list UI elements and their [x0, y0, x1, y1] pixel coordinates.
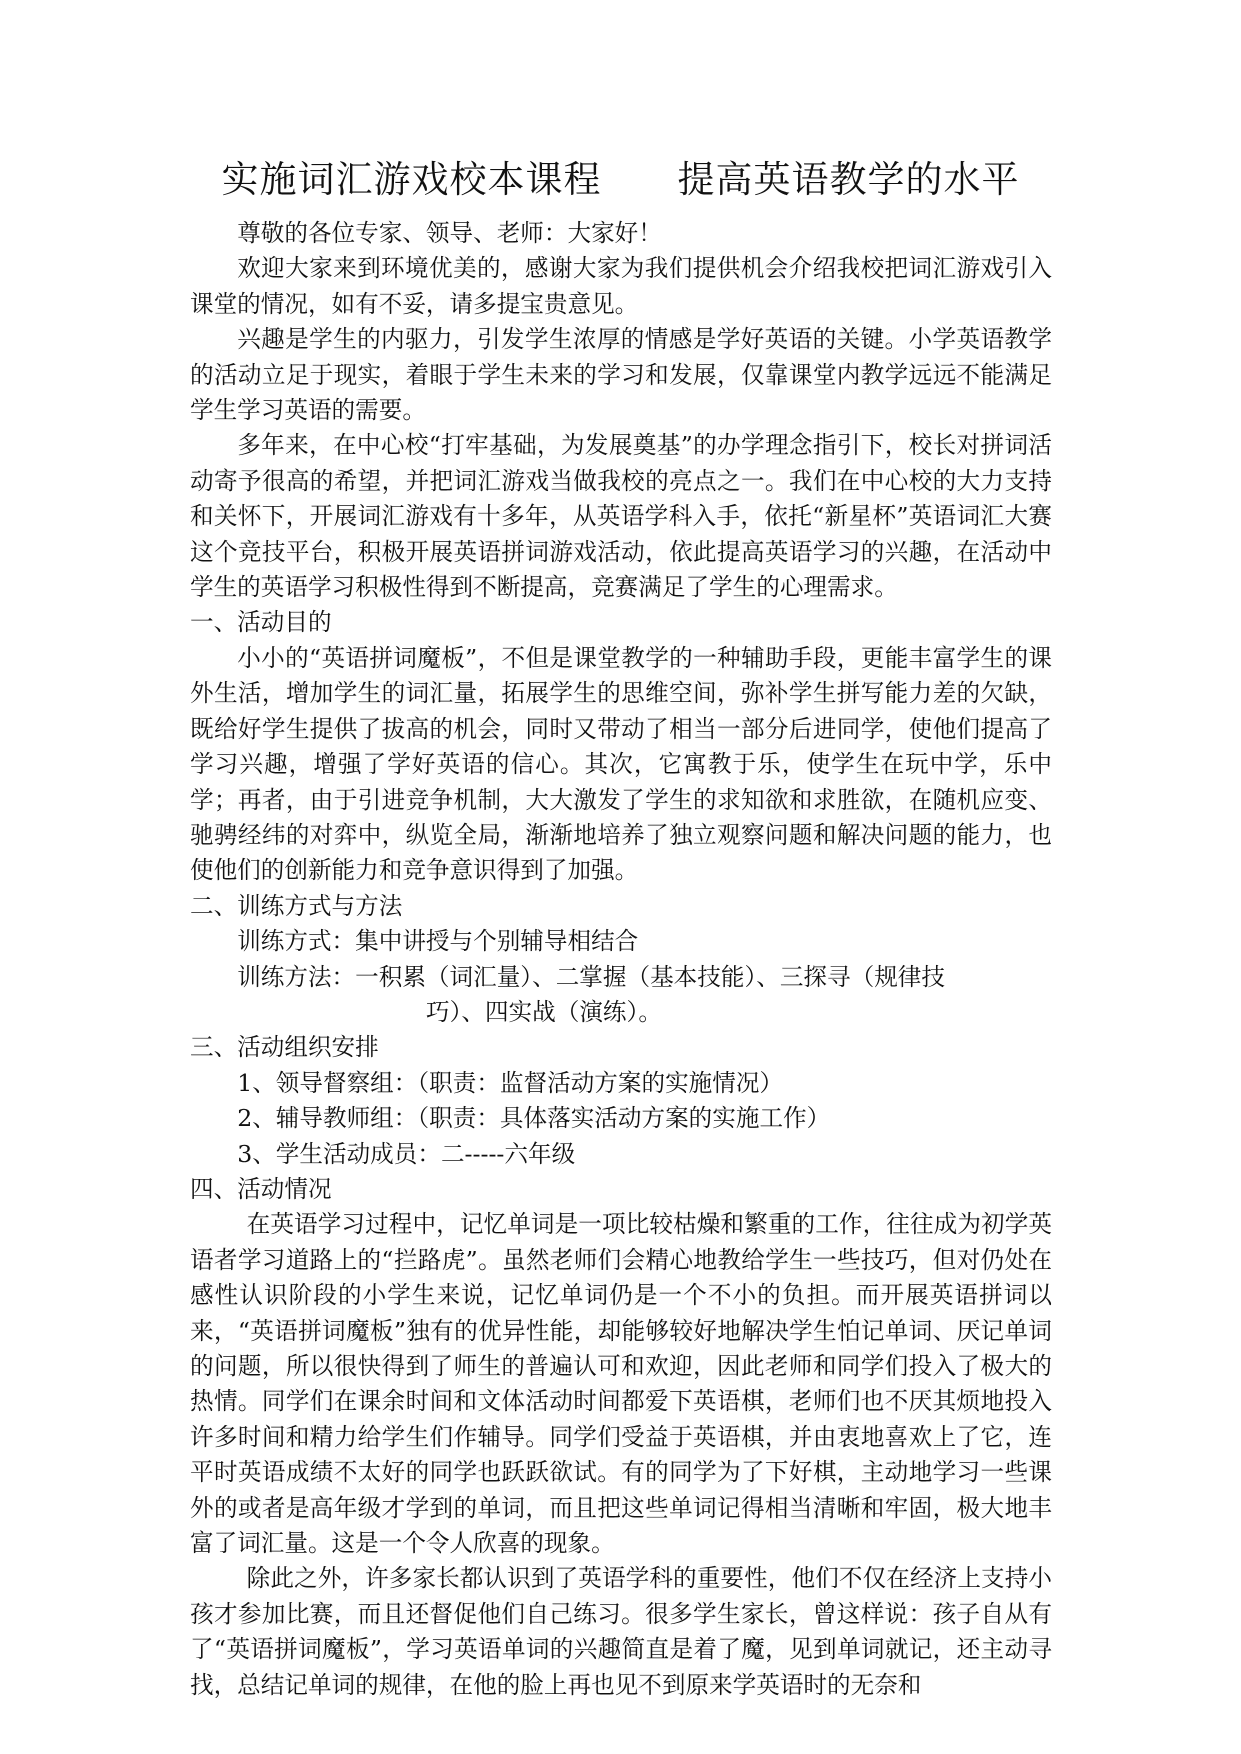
intro-paragraph-3: 多年来，在中心校“打牢基础，为发展奠基”的办学理念指引下，校长对拼词活动寄予很高的希望，并把词汇游戏当做我校的亮点之一。我们在中心校的大力支持和关怀下，开展词汇游戏有十多年，从英语学科入手，依托“新星杯”英语词汇大赛这个竞技平台，积极开展英语拼词游戏活动，依此提高英语学习的兴趣，在活动中学生的英语学习积极性得到不断提高，竞赛满足了学生的心理需求。 — [190, 431, 1052, 602]
training-method — [190, 960, 1052, 1031]
activities-paragraph-1: 在英语学习过程中，记忆单词是一项比较枯燥和繁重的工作，往往成为初学英语者学习道路上的“拦路虎”。虽然老师们会精心地教给学生一些技巧，但对仍处在感性认识阶段的小学生来说，记忆单词仍是一个不小的负担。而开展英语拼词以来，“英语拼词魔板”独有的优异性能，却能够较好地解决学生怕记单词、厌记单词的问题，所以很快得到了师生的普遍认可和欢迎，因此老师和同学们投入了极大的热情。同学们在课余时间和文体活动时间都爱下英语棋，老师们也不厌其烦地投入许多时间和精力给学生们作辅导。同学们受益于英语棋，并由衷地喜欢上了它，连平时英语成绩不太好的同学也跃跃欲试。有的同学为了下好棋，主动地学习一些课外的或者是高年级才学到的单词，而且把这些单词记得相当清晰和牢固，极大地丰富了词汇量。这是一个令人欣喜的现象。 — [190, 1210, 1052, 1558]
purpose-paragraph: 小小的“英语拼词魔板”，不但是课堂教学的一种辅助手段，更能丰富学生的课外生活，增加学生的词汇量，拓展学生的思维空间，弥补学生拼写能力差的欠缺，既给好学生提供了拔高的机会，同时又带动了相当一部分后进同学，使他们提高了学习兴趣，增强了学好英语的信心。其次，它寓教于乐，使学生在玩中学，乐中学；再者，由于引进竞争机制，大大激发了学生的求知欲和求胜欲，在随机应变、驰骋经纬的对弈中，纵览全局，渐渐地培养了独立观察问题和解决问题的能力，也使他们的创新能力和竞争意识得到了加强。 — [190, 643, 1052, 885]
section-heading-organization: 三、活动组织安排 — [190, 1033, 379, 1062]
activities-paragraph-2: 除此之外，许多家长都认识到了英语学科的重要性，他们不仅在经济上支持小孩才参加比赛，而且还督促他们自己练习。很多学生家长，曾这样说：孩子自从有了“英语拼词魔板”，学习英语单词的兴趣简直是着了魔，见到单词就记，还主动寻找，总结记单词的规律，在他的脸上再也见不到原来学英语时的无奈和 — [190, 1564, 1052, 1699]
organization-item-1: 1、领导督察组：（职责：监督活动方案的实施情况） — [237, 1068, 784, 1097]
document-title: 实施词汇游戏校本课程 提高英语教学的水平 — [221, 158, 1020, 201]
section-heading-training: 二、训练方式与方法 — [190, 891, 403, 920]
training-mode: 训练方式：集中讲授与个别辅导相结合 — [237, 927, 639, 956]
organization-item-3: 3、学生活动成员：二-----六年级 — [237, 1139, 576, 1168]
intro-paragraph-2: 兴趣是学生的内驱力，引发学生浓厚的情感是学好英语的关键。小学英语教学的活动立足于现实，着眼于学生未来的学习和发展，仅靠课堂内教学远远不能满足学生学习英语的需要。 — [190, 325, 1052, 425]
intro-paragraph-1: 欢迎大家来到环境优美的，感谢大家为我们提供机会介绍我校把词汇游戏引入课堂的情况，如有不妥，请多提宝贵意见。 — [190, 254, 1052, 318]
organization-item-2: 2、辅导教师组：（职责：具体落实活动方案的实施工作） — [237, 1104, 831, 1133]
section-heading-purpose: 一、活动目的 — [190, 608, 332, 637]
document-body — [190, 216, 1052, 1703]
section-heading-activities: 四、活动情况 — [190, 1174, 332, 1203]
greeting: 尊敬的各位专家、领导、老师：大家好！ — [237, 219, 662, 247]
training-method-line-1: 训练方法：一积累（词汇量）、二掌握（基本技能）、三探寻（规律技 — [237, 962, 945, 991]
training-method-line-2: 巧）、四实战（演练）。 — [425, 997, 662, 1026]
